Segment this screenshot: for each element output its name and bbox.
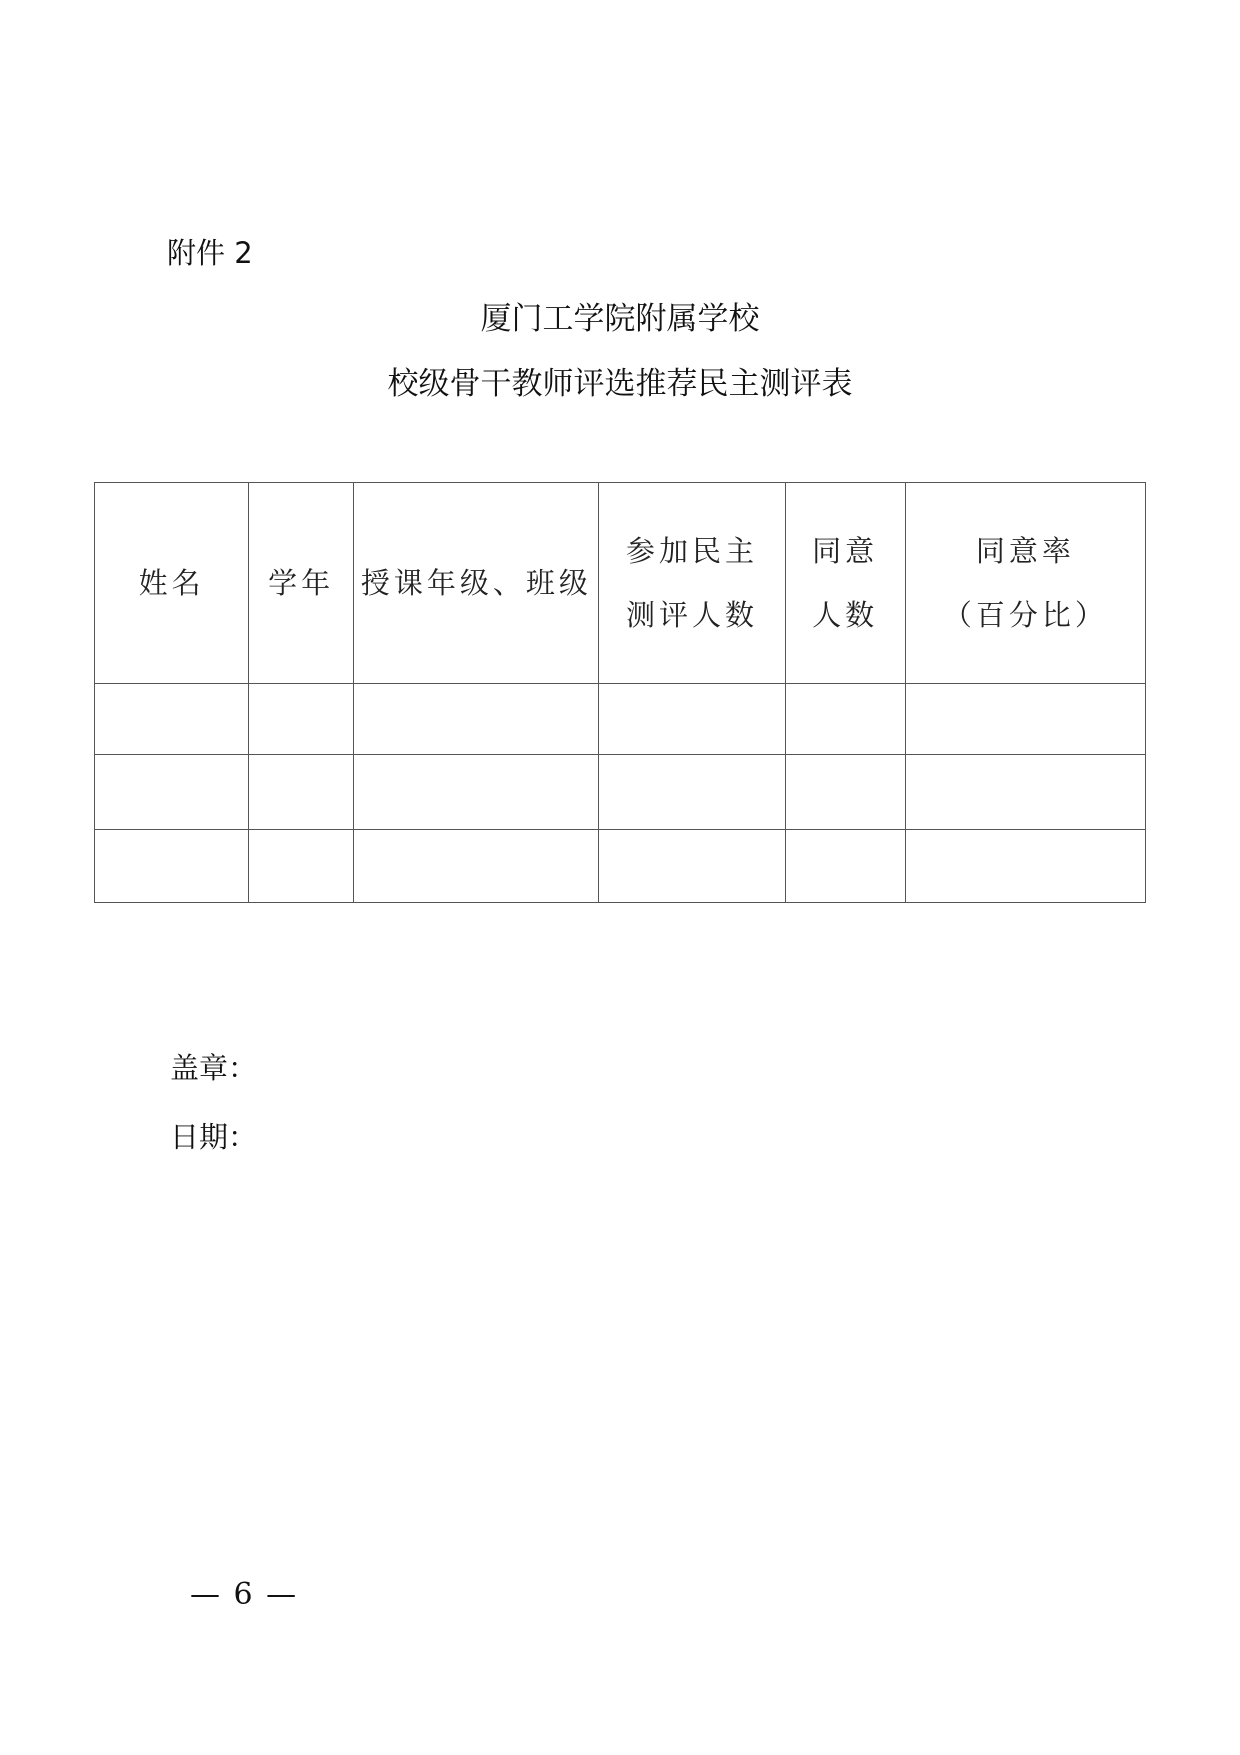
table-row [95, 684, 1146, 755]
table-cell[interactable] [95, 830, 249, 903]
table-cell[interactable] [785, 684, 905, 755]
document-title-form: 校级骨干教师评选推荐民主测评表 [387, 366, 853, 402]
header-agree-rate: 同意率 （百分比） [905, 483, 1145, 684]
table-cell[interactable] [599, 684, 785, 755]
table-cell[interactable] [599, 830, 785, 903]
header-agree-count: 同意 人数 [785, 483, 905, 684]
table-cell[interactable] [905, 830, 1145, 903]
table-cell[interactable] [249, 830, 354, 903]
table-cell[interactable] [95, 684, 249, 755]
table-cell[interactable] [785, 755, 905, 830]
table-cell[interactable] [785, 830, 905, 903]
attachment-label: 附件 2 [167, 236, 253, 270]
table-cell[interactable] [599, 755, 785, 830]
table-cell[interactable] [249, 684, 354, 755]
header-participants: 参加民主 测评人数 [599, 483, 785, 684]
table-header-row [95, 483, 1146, 684]
table-cell[interactable] [905, 684, 1145, 755]
table-cell[interactable] [354, 830, 599, 903]
table-cell[interactable] [905, 755, 1145, 830]
table-cell[interactable] [249, 755, 354, 830]
header-school-year: 学年 [249, 483, 354, 684]
table-row [95, 755, 1146, 830]
table-row [95, 830, 1146, 903]
table-cell[interactable] [354, 684, 599, 755]
document-title-school: 厦门工学院附属学校 [480, 301, 760, 337]
header-name: 姓名 [95, 483, 249, 684]
table-cell[interactable] [354, 755, 599, 830]
evaluation-table [94, 482, 1146, 903]
date-label: 日期： [170, 1120, 258, 1154]
seal-label: 盖章： [170, 1051, 258, 1085]
table-cell[interactable] [95, 755, 249, 830]
page-number: — 6 — [190, 1577, 299, 1612]
header-grade-class: 授课年级、班级 [354, 483, 599, 684]
